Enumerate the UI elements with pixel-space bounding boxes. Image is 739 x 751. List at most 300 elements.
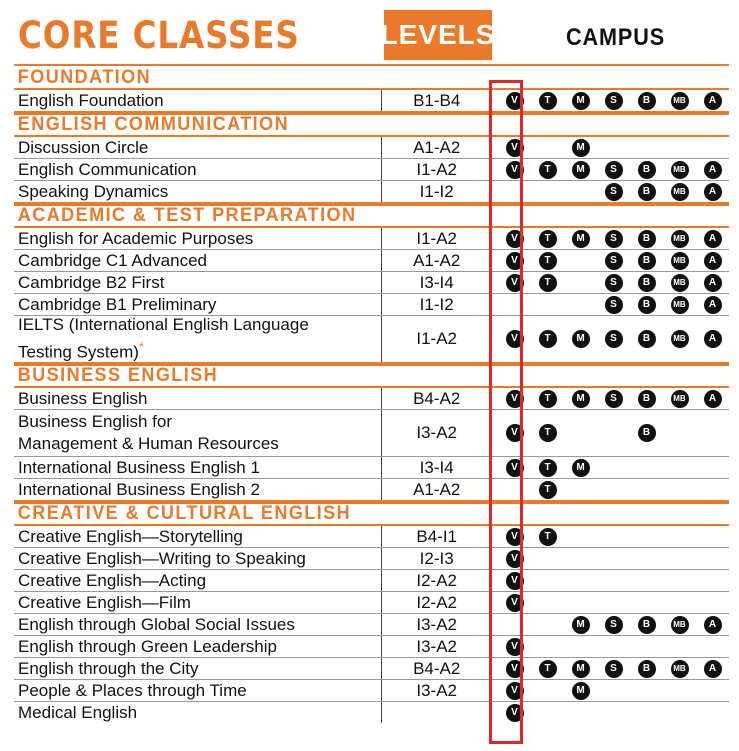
campus-slot — [531, 703, 564, 723]
campus-badge-m-icon: M — [572, 660, 590, 678]
campus-slot — [498, 423, 531, 443]
class-row — [14, 478, 729, 500]
campus-availability — [492, 181, 729, 202]
campus-badge-t-icon: T — [539, 252, 557, 270]
campus-slot — [663, 659, 696, 679]
levels-column-header: LEVELS — [384, 10, 492, 60]
class-level: I1-I2 — [382, 294, 492, 315]
campus-availability — [492, 479, 729, 500]
campus-badge-m-icon: M — [572, 330, 590, 348]
campus-slot — [564, 160, 597, 180]
class-name: International Business English 1 — [14, 457, 382, 478]
campus-badge-a-icon: A — [704, 230, 722, 248]
campus-badge-b-icon: B — [638, 230, 656, 248]
campus-slot — [564, 91, 597, 111]
campus-badge-b-icon: B — [638, 660, 656, 678]
class-name: Medical English — [14, 702, 382, 723]
campus-slot — [531, 91, 564, 111]
campus-badge-s-icon: S — [605, 274, 623, 292]
campus-slot — [498, 571, 531, 591]
campus-slot — [531, 527, 564, 547]
campus-slot — [564, 329, 597, 349]
campus-badge-mb-icon: MB — [671, 274, 689, 292]
class-name: Cambridge C1 Advanced — [14, 250, 382, 271]
campus-slot — [663, 138, 696, 158]
campus-badge-v-icon: V — [506, 252, 524, 270]
campus-badge-s-icon: S — [605, 296, 623, 314]
class-row — [14, 613, 729, 635]
class-row — [14, 547, 729, 569]
campus-slot — [531, 571, 564, 591]
campus-slot — [564, 458, 597, 478]
campus-slot — [597, 659, 630, 679]
campus-slot — [564, 659, 597, 679]
class-level: I3-A2 — [382, 636, 492, 657]
class-level: I3-A2 — [382, 614, 492, 635]
campus-slot — [597, 389, 630, 409]
campus-slot — [498, 182, 531, 202]
campus-badge-v-icon: V — [506, 550, 524, 568]
campus-availability — [492, 570, 729, 591]
campus-badge-mb-icon: MB — [671, 330, 689, 348]
class-level: I3-I4 — [382, 457, 492, 478]
campus-slot — [630, 182, 663, 202]
campus-badge-s-icon: S — [605, 330, 623, 348]
campus-badge-v-icon: V — [506, 161, 524, 179]
campus-slot — [663, 160, 696, 180]
campus-slot — [630, 703, 663, 723]
footnote-asterisk: * — [138, 340, 144, 355]
campus-badge-m-icon: M — [572, 92, 590, 110]
campus-slot — [498, 229, 531, 249]
campus-slot — [696, 703, 729, 723]
campus-badge-s-icon: S — [605, 660, 623, 678]
campus-slot — [597, 329, 630, 349]
class-level: B1-B4 — [382, 90, 492, 111]
campus-slot — [597, 703, 630, 723]
campus-slot — [597, 273, 630, 293]
campus-badge-a-icon: A — [704, 274, 722, 292]
campus-slot — [663, 527, 696, 547]
campus-slot — [630, 637, 663, 657]
campus-slot — [564, 593, 597, 613]
campus-slot — [663, 423, 696, 443]
campus-badge-v-icon: V — [506, 139, 524, 157]
campus-slot — [663, 295, 696, 315]
campus-badge-t-icon: T — [539, 459, 557, 477]
campus-slot — [531, 458, 564, 478]
campus-badge-a-icon: A — [704, 161, 722, 179]
campus-badge-t-icon: T — [539, 330, 557, 348]
campus-slot — [531, 593, 564, 613]
campus-availability — [492, 636, 729, 657]
class-row — [14, 679, 729, 701]
campus-badge-v-icon: V — [506, 528, 524, 546]
campus-availability — [492, 137, 729, 158]
campus-slot — [597, 681, 630, 701]
campus-badge-s-icon: S — [605, 616, 623, 634]
class-level: I2-A2 — [382, 570, 492, 591]
campus-badge-mb-icon: MB — [671, 390, 689, 408]
campus-badge-a-icon: A — [704, 660, 722, 678]
campus-slot — [696, 138, 729, 158]
campus-slot — [663, 593, 696, 613]
campus-badge-b-icon: B — [638, 274, 656, 292]
class-name: English Communication — [14, 159, 382, 180]
class-name — [14, 316, 382, 362]
campus-slot — [696, 160, 729, 180]
campus-badge-v-icon: V — [506, 660, 524, 678]
campus-slot — [531, 138, 564, 158]
campus-slot — [597, 549, 630, 569]
campus-slot — [696, 182, 729, 202]
campus-slot — [531, 329, 564, 349]
campus-slot — [564, 637, 597, 657]
campus-slot — [696, 229, 729, 249]
campus-badge-v-icon: V — [506, 92, 524, 110]
campus-badge-mb-icon: MB — [671, 92, 689, 110]
campus-badge-mb-icon: MB — [671, 230, 689, 248]
campus-badge-v-icon: V — [506, 424, 524, 442]
campus-slot — [630, 593, 663, 613]
class-row — [14, 386, 729, 409]
campus-badge-m-icon: M — [572, 682, 590, 700]
campus-slot — [564, 229, 597, 249]
core-classes-table — [14, 68, 729, 723]
campus-slot — [564, 615, 597, 635]
campus-badge-m-icon: M — [572, 459, 590, 477]
class-level: I1-A2 — [382, 159, 492, 180]
class-row — [14, 701, 729, 723]
campus-slot — [663, 703, 696, 723]
campus-slot — [696, 637, 729, 657]
campus-badge-t-icon: T — [539, 390, 557, 408]
class-level: A1-A2 — [382, 479, 492, 500]
campus-badge-a-icon: A — [704, 390, 722, 408]
campus-slot — [663, 389, 696, 409]
class-level: I1-I2 — [382, 181, 492, 202]
campus-slot — [663, 637, 696, 657]
campus-availability — [492, 702, 729, 723]
campus-slot — [564, 251, 597, 271]
campus-slot — [564, 295, 597, 315]
class-name: Cambridge B2 First — [14, 272, 382, 293]
campus-badge-v-icon: V — [506, 682, 524, 700]
campus-slot — [630, 659, 663, 679]
campus-availability — [492, 410, 729, 456]
class-name: English through Global Social Issues — [14, 614, 382, 635]
campus-badge-b-icon: B — [638, 183, 656, 201]
campus-badge-mb-icon: MB — [671, 660, 689, 678]
class-name-line: Management & Human Resources — [18, 434, 279, 453]
campus-slot — [663, 571, 696, 591]
campus-badge-t-icon: T — [539, 230, 557, 248]
campus-slot — [531, 251, 564, 271]
campus-slot — [564, 527, 597, 547]
campus-badge-v-icon: V — [506, 390, 524, 408]
campus-badge-m-icon: M — [572, 230, 590, 248]
campus-badge-b-icon: B — [638, 424, 656, 442]
campus-slot — [663, 549, 696, 569]
campus-slot — [597, 160, 630, 180]
class-name: English for Academic Purposes — [14, 228, 382, 249]
campus-badge-s-icon: S — [605, 390, 623, 408]
class-row — [14, 409, 729, 456]
campus-availability — [492, 526, 729, 547]
campus-slot — [597, 571, 630, 591]
campus-availability — [492, 658, 729, 679]
campus-slot — [498, 637, 531, 657]
campus-slot — [597, 182, 630, 202]
class-level — [382, 702, 492, 723]
campus-slot — [597, 91, 630, 111]
campus-slot — [498, 295, 531, 315]
campus-slot — [630, 527, 663, 547]
campus-slot — [696, 571, 729, 591]
campus-badge-t-icon: T — [539, 274, 557, 292]
class-level: I1-A2 — [382, 228, 492, 249]
campus-slot — [498, 527, 531, 547]
campus-slot — [564, 273, 597, 293]
campus-slot — [696, 423, 729, 443]
section-title: FOUNDATION — [17, 67, 152, 88]
campus-slot — [531, 549, 564, 569]
header-divider — [14, 64, 729, 66]
campus-slot — [498, 160, 531, 180]
class-level: I1-A2 — [382, 316, 492, 362]
campus-slot — [531, 182, 564, 202]
campus-badge-t-icon: T — [539, 481, 557, 499]
class-row — [14, 158, 729, 180]
class-name: Creative English—Acting — [14, 570, 382, 591]
campus-slot — [531, 423, 564, 443]
campus-availability — [492, 614, 729, 635]
campus-slot — [498, 458, 531, 478]
class-level: B4-A2 — [382, 658, 492, 679]
class-name: Creative English—Storytelling — [14, 526, 382, 547]
campus-badge-v-icon: V — [506, 459, 524, 477]
campus-availability — [492, 680, 729, 701]
campus-availability — [492, 228, 729, 249]
campus-availability — [492, 388, 729, 409]
campus-slot — [630, 458, 663, 478]
campus-slot — [564, 703, 597, 723]
campus-slot — [630, 91, 663, 111]
campus-slot — [696, 91, 729, 111]
campus-slot — [630, 295, 663, 315]
campus-badge-v-icon: V — [506, 638, 524, 656]
campus-slot — [531, 295, 564, 315]
campus-badge-s-icon: S — [605, 183, 623, 201]
class-level: B4-I1 — [382, 526, 492, 547]
campus-slot — [564, 549, 597, 569]
campus-slot — [696, 458, 729, 478]
campus-slot — [498, 480, 531, 500]
class-level: B4-A2 — [382, 388, 492, 409]
campus-slot — [630, 549, 663, 569]
section-title: ACADEMIC & TEST PREPARATION — [17, 205, 357, 226]
class-level: A1-A2 — [382, 250, 492, 271]
class-name: People & Places through Time — [14, 680, 382, 701]
campus-slot — [630, 423, 663, 443]
campus-badge-v-icon: V — [506, 572, 524, 590]
campus-slot — [564, 423, 597, 443]
campus-slot — [630, 389, 663, 409]
campus-slot — [696, 389, 729, 409]
campus-slot — [597, 480, 630, 500]
campus-slot — [498, 681, 531, 701]
campus-badge-a-icon: A — [704, 183, 722, 201]
campus-badge-v-icon: V — [506, 704, 524, 722]
class-name — [14, 410, 382, 456]
campus-badge-m-icon: M — [572, 390, 590, 408]
campus-slot — [564, 182, 597, 202]
campus-slot — [531, 480, 564, 500]
campus-slot — [630, 160, 663, 180]
class-name: English through the City — [14, 658, 382, 679]
class-row — [14, 315, 729, 362]
campus-badge-s-icon: S — [605, 161, 623, 179]
campus-slot — [696, 295, 729, 315]
campus-slot — [663, 182, 696, 202]
campus-slot — [597, 458, 630, 478]
campus-slot — [564, 681, 597, 701]
campus-slot — [498, 91, 531, 111]
class-name: Speaking Dynamics — [14, 181, 382, 202]
class-row — [14, 591, 729, 613]
class-level: A1-A2 — [382, 137, 492, 158]
campus-slot — [696, 273, 729, 293]
campus-slot — [663, 91, 696, 111]
campus-slot — [564, 389, 597, 409]
campus-slot — [597, 138, 630, 158]
campus-slot — [531, 273, 564, 293]
campus-slot — [597, 295, 630, 315]
campus-availability — [492, 457, 729, 478]
campus-slot — [597, 229, 630, 249]
campus-badge-v-icon: V — [506, 230, 524, 248]
campus-slot — [696, 681, 729, 701]
campus-slot — [597, 527, 630, 547]
campus-badge-b-icon: B — [638, 296, 656, 314]
campus-slot — [498, 138, 531, 158]
campus-badge-a-icon: A — [704, 330, 722, 348]
class-name: English Foundation — [14, 90, 382, 111]
section-title: CREATIVE & CULTURAL ENGLISH — [17, 503, 352, 524]
campus-slot — [696, 593, 729, 613]
campus-badge-a-icon: A — [704, 296, 722, 314]
campus-badge-v-icon: V — [506, 274, 524, 292]
class-row — [14, 226, 729, 249]
class-name: English through Green Leadership — [14, 636, 382, 657]
campus-slot — [630, 273, 663, 293]
class-name-line: Business English for — [18, 412, 173, 431]
campus-badge-a-icon: A — [704, 252, 722, 270]
campus-slot — [531, 160, 564, 180]
class-name-line: Testing System) — [18, 342, 139, 362]
campus-slot — [630, 615, 663, 635]
campus-slot — [696, 527, 729, 547]
campus-slot — [696, 549, 729, 569]
campus-availability — [492, 272, 729, 293]
campus-badge-m-icon: M — [572, 616, 590, 634]
class-row — [14, 135, 729, 158]
campus-badge-m-icon: M — [572, 139, 590, 157]
campus-badge-b-icon: B — [638, 252, 656, 270]
campus-badge-s-icon: S — [605, 252, 623, 270]
campus-badge-mb-icon: MB — [671, 296, 689, 314]
campus-slot — [630, 681, 663, 701]
section-title: ENGLISH COMMUNICATION — [17, 114, 290, 135]
campus-slot — [630, 138, 663, 158]
campus-slot — [630, 480, 663, 500]
campus-badge-v-icon: V — [506, 594, 524, 612]
campus-badge-a-icon: A — [704, 616, 722, 634]
campus-slot — [630, 229, 663, 249]
campus-badge-mb-icon: MB — [671, 183, 689, 201]
class-row — [14, 271, 729, 293]
class-row — [14, 456, 729, 478]
class-name: International Business English 2 — [14, 479, 382, 500]
campus-badge-s-icon: S — [605, 230, 623, 248]
campus-slot — [663, 681, 696, 701]
class-level: I3-A2 — [382, 410, 492, 456]
campus-slot — [531, 229, 564, 249]
campus-slot — [663, 480, 696, 500]
campus-slot — [597, 593, 630, 613]
campus-slot — [498, 549, 531, 569]
class-row — [14, 88, 729, 111]
campus-slot — [663, 229, 696, 249]
campus-slot — [630, 329, 663, 349]
campus-slot — [498, 273, 531, 293]
campus-availability — [492, 90, 729, 111]
class-name: Cambridge B1 Preliminary — [14, 294, 382, 315]
campus-slot — [531, 681, 564, 701]
campus-availability — [492, 548, 729, 569]
campus-badge-b-icon: B — [638, 616, 656, 634]
campus-slot — [663, 615, 696, 635]
campus-badge-t-icon: T — [539, 161, 557, 179]
campus-availability — [492, 294, 729, 315]
campus-slot — [696, 329, 729, 349]
campus-slot — [498, 251, 531, 271]
campus-badge-t-icon: T — [539, 660, 557, 678]
class-name: Business English — [14, 388, 382, 409]
campus-slot — [597, 637, 630, 657]
campus-badge-mb-icon: MB — [671, 252, 689, 270]
campus-badge-mb-icon: MB — [671, 616, 689, 634]
campus-slot — [531, 659, 564, 679]
class-level: I2-I3 — [382, 548, 492, 569]
campus-availability — [492, 592, 729, 613]
class-level: I2-A2 — [382, 592, 492, 613]
campus-slot — [531, 637, 564, 657]
campus-slot — [498, 615, 531, 635]
class-name: Discussion Circle — [14, 137, 382, 158]
campus-slot — [696, 251, 729, 271]
class-row — [14, 569, 729, 591]
campus-badge-b-icon: B — [638, 330, 656, 348]
campus-availability — [492, 250, 729, 271]
campus-badge-v-icon: V — [506, 330, 524, 348]
campus-slot — [696, 659, 729, 679]
campus-badge-s-icon: S — [605, 92, 623, 110]
campus-slot — [630, 251, 663, 271]
campus-badge-b-icon: B — [638, 92, 656, 110]
campus-slot — [498, 593, 531, 613]
class-name: Creative English—Film — [14, 592, 382, 613]
